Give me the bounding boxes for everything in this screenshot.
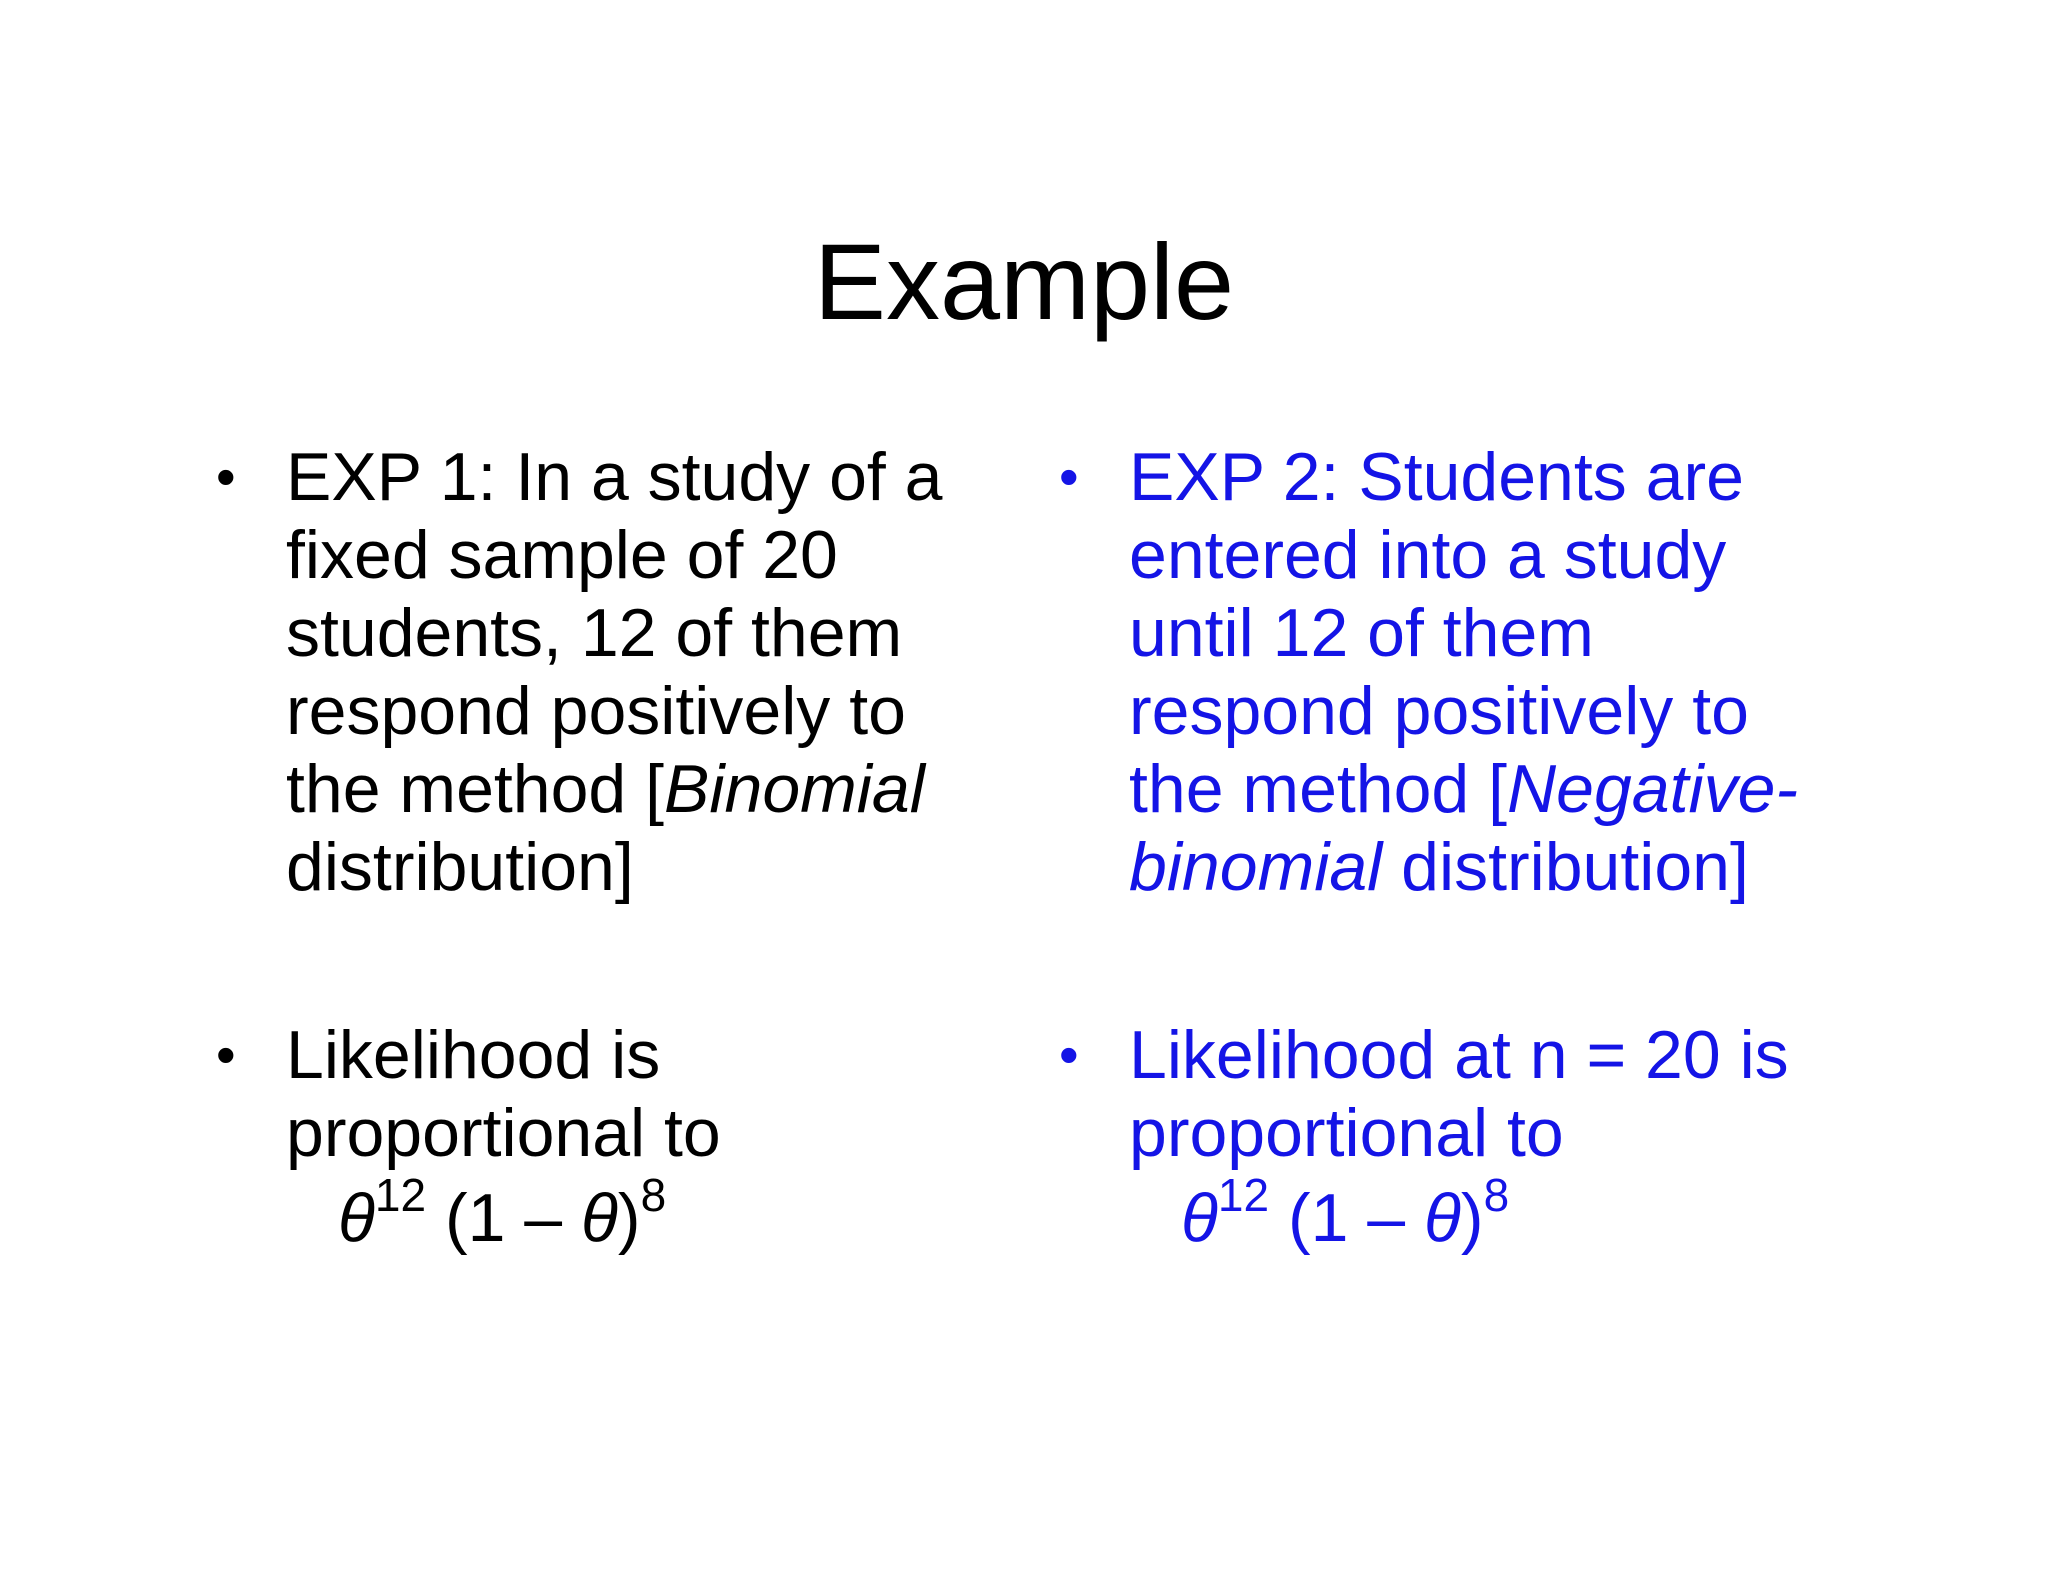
theta-symbol: θ xyxy=(338,1180,375,1256)
bullet-line: EXP 2: Students are xyxy=(1129,439,1744,515)
bullet-line: distribution] xyxy=(286,829,634,905)
bullet-line xyxy=(1129,750,1939,828)
bullet-line: until 12 of them xyxy=(1129,595,1594,671)
theta-symbol: θ xyxy=(1424,1180,1461,1256)
bullet-line: entered into a study xyxy=(1129,517,1727,593)
exponent: 8 xyxy=(1483,1169,1510,1222)
likelihood-formula-right xyxy=(1059,1169,1939,1258)
slide-title: Example xyxy=(813,221,1235,342)
bullet-text: distribution] xyxy=(1382,829,1749,905)
bullet-line: respond positively to xyxy=(286,673,906,749)
bullet-dot-icon: • xyxy=(216,1023,236,1086)
bullet-line: Likelihood is xyxy=(286,1017,661,1093)
bullet-line: respond positively to xyxy=(1129,673,1749,749)
distribution-name: Binomial xyxy=(664,751,925,827)
right-column xyxy=(1059,438,1939,1258)
formula-text: ) xyxy=(1460,1180,1484,1256)
bullet-dot-icon: • xyxy=(216,445,236,508)
bullet-line: students, 12 of them xyxy=(286,595,903,671)
bullet-exp1 xyxy=(216,438,1096,906)
exponent: 12 xyxy=(1217,1169,1270,1222)
distribution-name: binomial xyxy=(1129,829,1383,905)
bullet-line: EXP 1: In a study of a xyxy=(286,439,943,515)
bullet-dot-icon: • xyxy=(1059,1023,1079,1086)
formula-text: ) xyxy=(617,1180,641,1256)
bullet-text: the method [ xyxy=(286,751,665,827)
formula-text: (1 – xyxy=(1269,1180,1425,1256)
bullet-likelihood-right xyxy=(1059,1016,1939,1172)
likelihood-formula-left xyxy=(216,1169,1096,1258)
bullet-line: fixed sample of 20 xyxy=(286,517,838,593)
bullet-text: the method [ xyxy=(1129,751,1508,827)
bullet-line: proportional to xyxy=(1129,1095,1564,1171)
bullet-line xyxy=(1129,828,1939,906)
bullet-line: Likelihood at n = 20 is xyxy=(1129,1017,1789,1093)
bullet-likelihood-left xyxy=(216,1016,1096,1172)
exponent: 8 xyxy=(640,1169,667,1222)
bullet-dot-icon: • xyxy=(1059,445,1079,508)
bullet-line xyxy=(286,750,1096,828)
bullet-line: proportional to xyxy=(286,1095,721,1171)
left-column xyxy=(216,438,1096,1258)
formula-text: (1 – xyxy=(426,1180,582,1256)
distribution-name: Negative- xyxy=(1507,751,1799,827)
bullet-exp2 xyxy=(1059,438,1939,906)
theta-symbol: θ xyxy=(581,1180,618,1256)
exponent: 12 xyxy=(374,1169,427,1222)
theta-symbol: θ xyxy=(1181,1180,1218,1256)
